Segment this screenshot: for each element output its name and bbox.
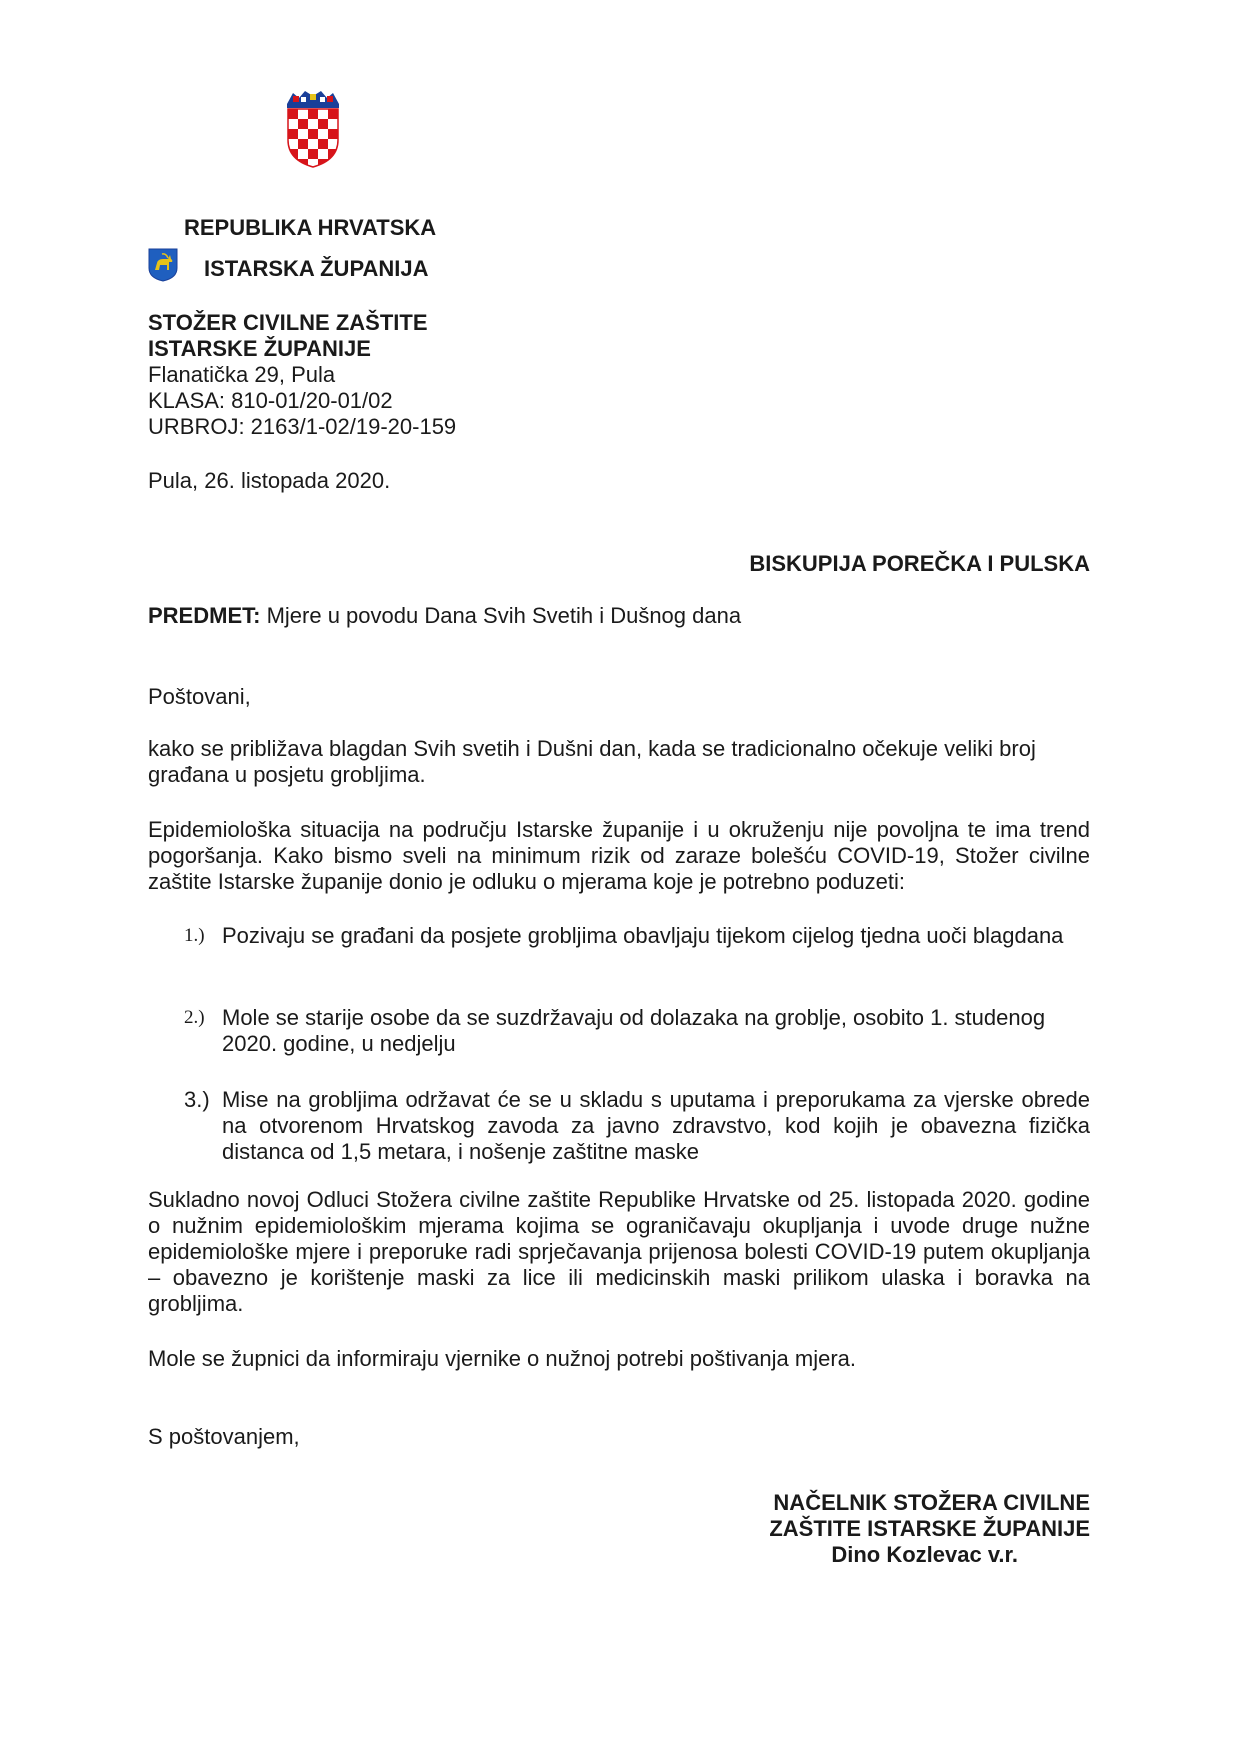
paragraph-situation: Epidemiološka situacija na području Istarske županije i u okruženju nije povoljna te ima trend pogoršanja. Kako bismo sveli na minimum rizik od zaraze bolešću COVID-19, Stožer civilne zaštite Istarske županije donio je odluku o mjerama koje je potrebno poduzeti: (148, 817, 1090, 894)
croatia-coat-of-arms-icon (283, 90, 343, 168)
list-item-text: Pozivaju se građani da posjete grobljima obavljaju tijekom cijelog tjedna uoči blagdana (222, 923, 1064, 948)
list-item-number: 3.) (184, 1087, 210, 1112)
signature-name: Dino Kozlevac v.r. (831, 1542, 1018, 1567)
list-item-number: 2.) (184, 1007, 205, 1028)
list-item (148, 1087, 1090, 1169)
paragraph-intro: kako se približava blagdan Svih svetih i Dušni dan, kada se tradicionalno očekuje veliki broj građana u posjetu grobljima. (148, 736, 1036, 787)
list-item-number: 1.) (184, 925, 205, 946)
urbroj-number: URBROJ: 2163/1-02/19-20-159 (148, 414, 457, 439)
signature-title-line2: ZAŠTITE ISTARSKE ŽUPANIJE (769, 1516, 1090, 1541)
subject-text: Mjere u povodu Dana Svih Svetih i Dušnog dana (260, 603, 742, 628)
signature-block (769, 1490, 1090, 1568)
recipient: BISKUPIJA POREČKA I PULSKA (749, 551, 1090, 576)
list-item-text: Mole se starije osobe da se suzdržavaju od dolazaka na groblje, osobito 1. studenog 2020. godine, u nedjelju (222, 1005, 1046, 1056)
klasa-number: KLASA: 810-01/20-01/02 (148, 388, 393, 413)
istria-goat-crest-icon (148, 248, 178, 282)
sender-name-line2: ISTARSKE ŽUPANIJE (148, 336, 371, 361)
list-item (148, 1005, 1090, 1061)
sender-name-line1: STOŽER CIVILNE ZAŠTITE (148, 310, 428, 335)
measures-list (148, 923, 1090, 1169)
signature-title-line1: NAČELNIK STOŽERA CIVILNE (773, 1490, 1090, 1515)
sender-address: Flanatička 29, Pula (148, 362, 336, 387)
subject-label: PREDMET: (148, 603, 261, 628)
paragraph-request: Mole se župnici da informiraju vjernike o nužnoj potrebi poštivanja mjera. (148, 1346, 857, 1371)
country-name: REPUBLIKA HRVATSKA (184, 215, 437, 240)
list-item (148, 923, 1090, 979)
list-item-text: Mise na grobljima održavat će se u skladu s uputama i preporukama za vjerske obrede na otvorenom Hrvatskog zavoda za javno zdravstvo, kod kojih je obavezna fizička distanca od 1,5 metara, i nošenje zaštitne maske (222, 1087, 1090, 1164)
date-line: Pula, 26. listopada 2020. (148, 468, 391, 493)
county-name: ISTARSKA ŽUPANIJA (204, 256, 429, 281)
salutation: Poštovani, (148, 684, 251, 709)
subject-line (148, 603, 741, 629)
paragraph-decision: Sukladno novoj Odluci Stožera civilne zaštite Republike Hrvatske od 25. listopada 2020. godine o nužnim epidemiološkim mjerama kojima se ograničavaju okupljanja i uvode druge nužne epidemiološke mjere i preporuke radi sprječavanja prijenosa bolesti COVID-19 putem okupljanja – obavezno je korištenje maski za lice ili medicinskih maski prilikom ulaska i boravka na grobljima. (148, 1187, 1090, 1316)
regards: S poštovanjem, (148, 1424, 300, 1449)
